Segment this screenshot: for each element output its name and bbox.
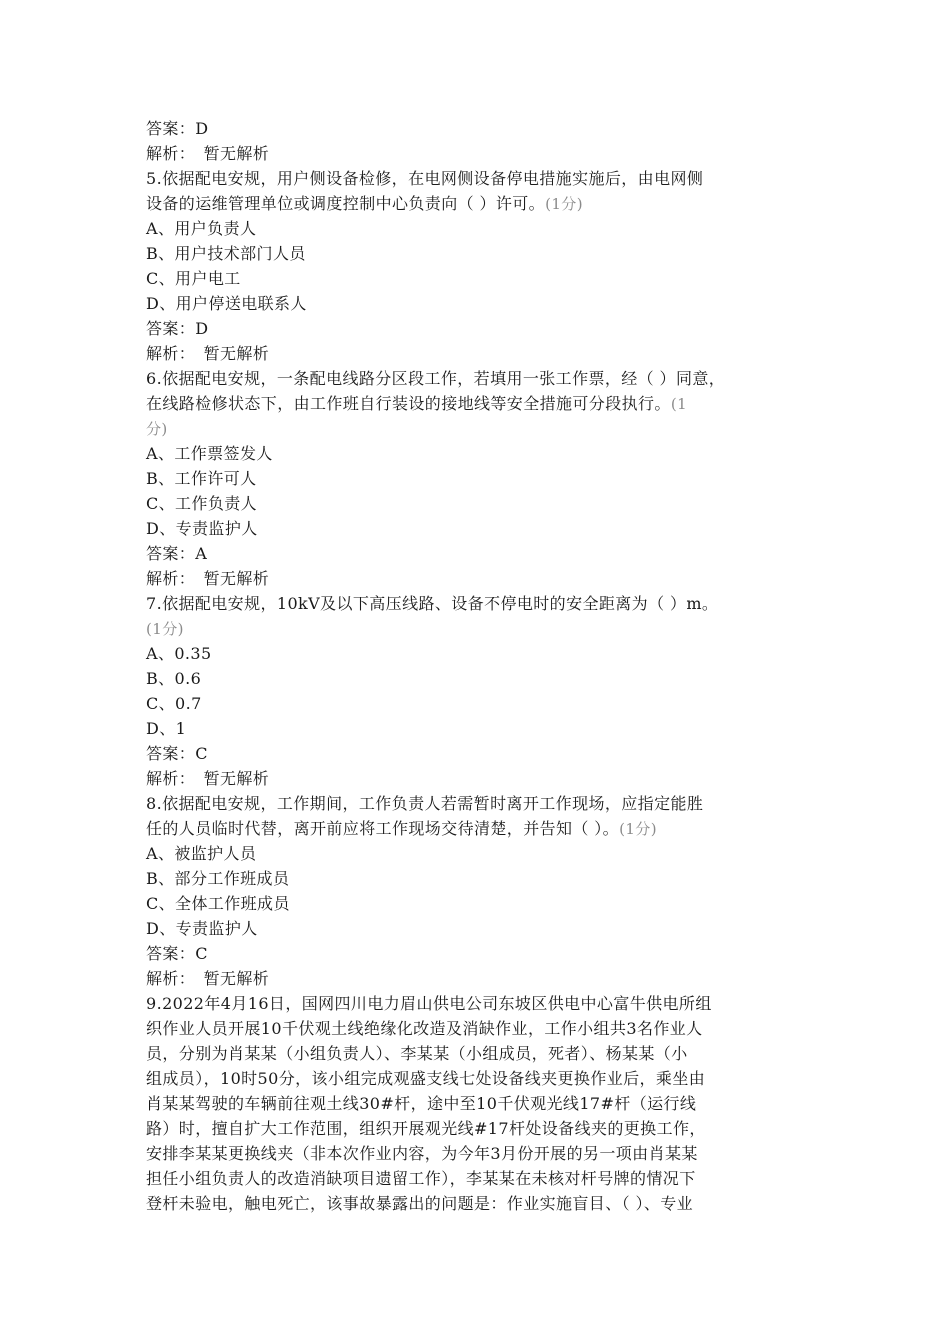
question-9-text: 路）时，擅自扩大工作范围，组织开展观光线#17杆处设备线夹的更换工作， [146, 1119, 706, 1138]
answer-line: 答案：C [146, 744, 208, 763]
option-c: C、全体工作班成员 [146, 894, 290, 913]
question-9-text: 9.2022年4月16日，国网四川电力眉山供电公司东坡区供电中心富牛供电所组 [146, 994, 712, 1013]
option-c: C、工作负责人 [146, 494, 258, 513]
question-9-text: 担任小组负责人的改造消缺项目遗留工作），李某某在未核对杆号牌的情况下 [146, 1169, 696, 1188]
analysis-line: 解析： 暂无解析 [146, 969, 270, 988]
question-6-text: 6.依据配电安规，一条配电线路分区段工作，若填用一张工作票，经（ ）同意， [146, 369, 726, 388]
analysis-line: 解析： 暂无解析 [146, 344, 270, 363]
question-6-text-cont [146, 391, 818, 416]
option-c: C、用户电工 [146, 269, 241, 288]
question-9-text: 安排李某某更换线夹（非本次作业内容，为今年3月份开展的另一项由肖某某 [146, 1144, 698, 1163]
question-5-text: 5.依据配电安规，用户侧设备检修，在电网侧设备停电措施实施后，由电网侧 [146, 169, 704, 188]
option-c: C、0.7 [146, 694, 202, 713]
question-6-score-part2: 分) [146, 420, 168, 438]
question-5-score: (1分) [545, 195, 583, 213]
option-d: D、专责监护人 [146, 519, 258, 538]
answer-line: 答案：C [146, 944, 208, 963]
analysis-line: 解析： 暂无解析 [146, 569, 270, 588]
question-5-text-tail: 设备的运维管理单位或调度控制中心负责向（ ）许可。 [146, 194, 546, 213]
document-page [146, 116, 818, 1216]
option-a: A、用户负责人 [146, 219, 257, 238]
question-7-score-line [146, 616, 818, 641]
question-6-score-part1: (1 [670, 395, 688, 413]
option-d: D、1 [146, 719, 187, 738]
option-b: B、部分工作班成员 [146, 869, 290, 888]
question-9-text: 肖某某驾驶的车辆前往观土线30#杆，途中至10千伏观光线17#杆（运行线 [146, 1094, 697, 1113]
answer-line: 答案：D [146, 319, 209, 338]
question-9-text: 组成员），10时50分，该小组完成观盛支线七处设备线夹更换作业后，乘坐由 [146, 1069, 706, 1088]
question-9-text: 登杆未验电，触电死亡，该事故暴露出的问题是：作业实施盲目、（ ）、专业 [146, 1194, 694, 1213]
question-8-text: 8.依据配电安规，工作期间，工作负责人若需暂时离开工作现场，应指定能胜 [146, 794, 704, 813]
option-b: B、工作许可人 [146, 469, 257, 488]
question-9-text: 织作业人员开展10千伏观土线绝缘化改造及消缺作业，工作小组共3名作业人 [146, 1019, 703, 1038]
option-d: D、专责监护人 [146, 919, 258, 938]
question-8-text-tail: 任的人员临时代替，离开前应将工作现场交待清楚，并告知（ ）。 [146, 819, 620, 838]
answer-line: 答案：D [146, 119, 209, 138]
option-b: B、用户技术部门人员 [146, 244, 306, 263]
question-9-text: 员，分别为肖某某（小组负责人）、李某某（小组成员，死者）、杨某某（小 [146, 1044, 688, 1063]
question-7-text: 7.依据配电安规，10kV及以下高压线路、设备不停电时的安全距离为（ ）m。 [146, 594, 719, 613]
question-8-text-cont [146, 816, 818, 841]
question-5-text-cont [146, 191, 818, 216]
option-a: A、0.35 [146, 644, 212, 663]
analysis-line: 解析： 暂无解析 [146, 769, 270, 788]
option-d: D、用户停送电联系人 [146, 294, 307, 313]
answer-line: 答案：A [146, 544, 208, 563]
question-6-text-tail: 在线路检修状态下，由工作班自行装设的接地线等安全措施可分段执行。 [146, 394, 671, 413]
question-8-score: (1分) [619, 820, 657, 838]
analysis-line: 解析： 暂无解析 [146, 144, 270, 163]
option-b: B、0.6 [146, 669, 202, 688]
option-a: A、被监护人员 [146, 844, 257, 863]
question-6-score-line [146, 416, 818, 441]
option-a: A、工作票签发人 [146, 444, 273, 463]
question-7-score: (1分) [146, 620, 184, 638]
